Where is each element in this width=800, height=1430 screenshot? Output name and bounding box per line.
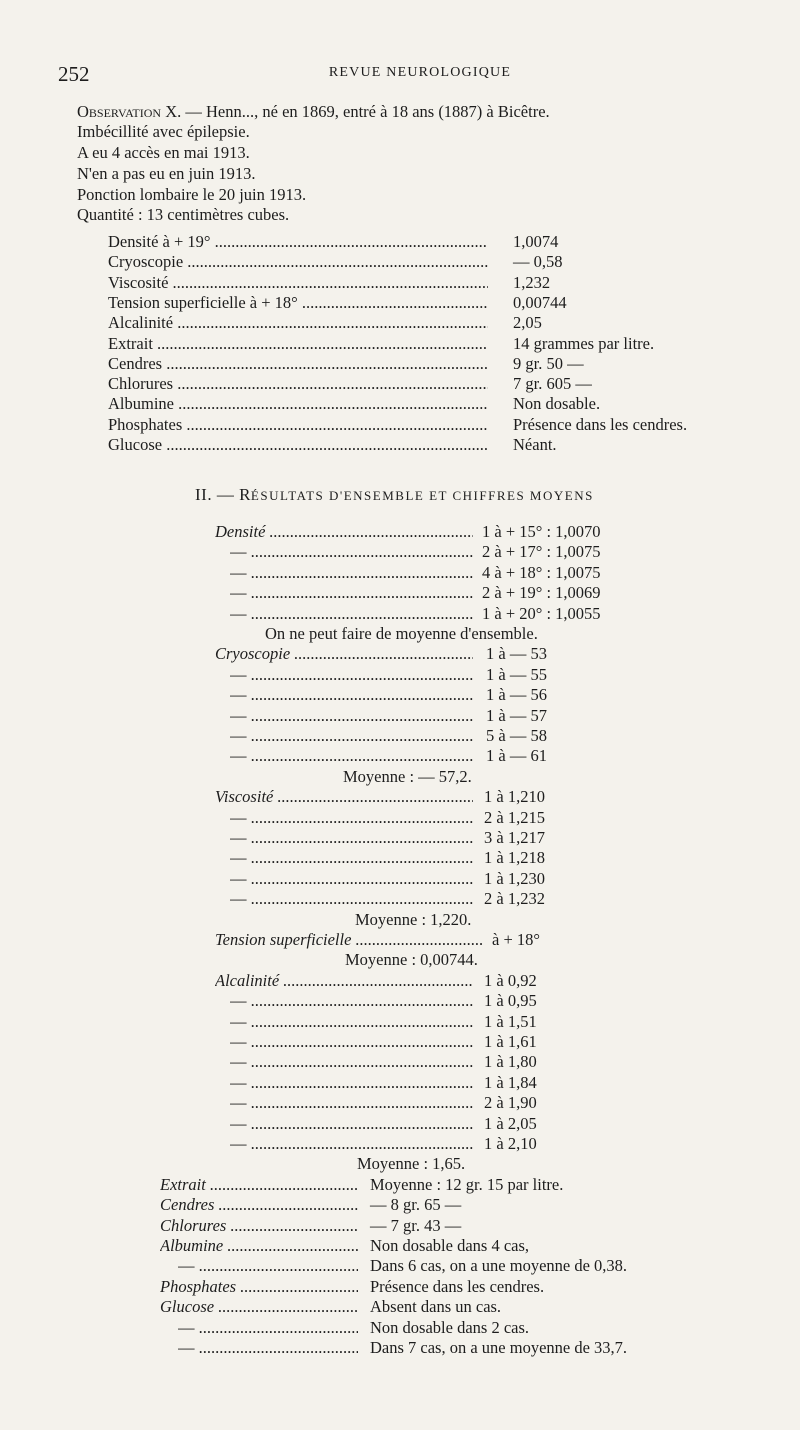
result-label: — ..... bbox=[230, 1114, 473, 1134]
table-label: Alcalinité ..... bbox=[108, 313, 488, 333]
result-value: 1 à 2,05 bbox=[484, 1113, 537, 1133]
result-value: 1 à + 15° : 1,0070 bbox=[482, 522, 601, 541]
table-value: — 0,58 bbox=[513, 252, 563, 272]
result-value: 2 à 1,90 bbox=[484, 1093, 537, 1113]
table-label: Chlorures ..... bbox=[108, 374, 488, 394]
table-value: 7 gr. 605 — bbox=[513, 374, 592, 394]
summary-label: — ..... bbox=[178, 1318, 358, 1338]
result-mean: Moyenne : — 57,2. bbox=[343, 766, 472, 786]
result-value: 1 à 1,80 bbox=[484, 1052, 537, 1072]
page-header bbox=[0, 62, 800, 86]
summary-value: Absent dans un cas. bbox=[370, 1297, 502, 1317]
table-value: 9 gr. 50 — bbox=[513, 353, 584, 373]
section-dash: — bbox=[216, 485, 235, 504]
summary-label: Extrait ..... bbox=[160, 1175, 358, 1195]
result-value: 1 à — 57 bbox=[486, 705, 547, 725]
table-value: 14 grammes par litre. bbox=[513, 333, 655, 353]
table-value: 0,00744 bbox=[513, 292, 567, 312]
result-value: 1 à 1,218 bbox=[484, 848, 545, 868]
result-label: — ..... bbox=[230, 665, 473, 685]
table-value: Néant. bbox=[513, 435, 557, 454]
result-value: 1 à 2,10 bbox=[484, 1134, 537, 1153]
result-label: — ..... bbox=[230, 1052, 473, 1072]
table-label: Glucose ..... bbox=[108, 435, 488, 455]
result-label: — ..... bbox=[230, 869, 473, 889]
result-value: 2 à + 19° : 1,0069 bbox=[482, 583, 601, 603]
result-label: — ..... bbox=[230, 604, 473, 624]
observation-intro bbox=[77, 102, 550, 122]
section-heading bbox=[195, 485, 594, 505]
summary-value: Dans 6 cas, on a une moyenne de 0,38. bbox=[370, 1256, 628, 1276]
result-label: Tension superficielle ..... bbox=[215, 930, 483, 950]
result-value: 2 à + 17° : 1,0075 bbox=[482, 542, 601, 562]
result-label: — ..... bbox=[230, 542, 473, 562]
observation-line: Imbécillité avec épilepsie. bbox=[77, 122, 250, 141]
summary-label: Chlorures ..... bbox=[160, 1216, 358, 1236]
section-number: II. bbox=[195, 485, 213, 504]
observation-line: X. — Henn..., né en 1869, entré à 18 ans (1887) à Bicêtre. bbox=[165, 102, 550, 121]
summary-label: Cendres ..... bbox=[160, 1195, 358, 1215]
result-value: 1 à 1,84 bbox=[484, 1072, 537, 1092]
table-value: Présence dans les cendres. bbox=[513, 414, 688, 434]
result-value: 4 à + 18° : 1,0075 bbox=[482, 562, 601, 582]
table-value: 1,232 bbox=[513, 272, 551, 292]
result-value: 1 à — 56 bbox=[486, 685, 547, 705]
table-label: Albumine ..... bbox=[108, 394, 488, 414]
result-label: — ..... bbox=[230, 991, 473, 1011]
result-value: 1 à — 61 bbox=[486, 746, 547, 766]
summary-label: Phosphates ..... bbox=[160, 1277, 358, 1297]
result-value: 2 à 1,232 bbox=[484, 889, 545, 909]
result-value: 1 à 1,61 bbox=[484, 1032, 537, 1051]
result-label: — ..... bbox=[230, 1134, 473, 1154]
observation-line: A eu 4 accès en mai 1913. bbox=[77, 143, 250, 162]
section-title-initial: R bbox=[239, 485, 251, 504]
result-label: — ..... bbox=[230, 563, 473, 583]
result-value: 1 à 1,230 bbox=[484, 868, 545, 888]
table-label: Extrait ..... bbox=[108, 334, 488, 354]
table-label: Cryoscopie ..... bbox=[108, 252, 488, 272]
table-label: Viscosité ..... bbox=[108, 273, 488, 293]
observation-line: Quantité : 13 centimètres cubes. bbox=[77, 205, 290, 224]
section-title: ÉSULTATS D'ENSEMBLE ET CHIFFRES MOYENS bbox=[250, 488, 594, 503]
table-label: Phosphates ..... bbox=[108, 415, 488, 435]
result-value: 1 à — 53 bbox=[486, 644, 547, 664]
result-label: — ..... bbox=[230, 583, 473, 603]
summary-label: — ..... bbox=[178, 1338, 358, 1358]
result-note: On ne peut faire de moyenne d'ensemble. bbox=[265, 624, 538, 643]
result-label: — ..... bbox=[230, 726, 473, 746]
page-number: 252 bbox=[58, 62, 90, 86]
summary-label: Glucose ..... bbox=[160, 1297, 358, 1317]
result-label: Densité ..... bbox=[215, 522, 473, 542]
result-label: — ..... bbox=[230, 889, 473, 909]
table-value: 2,05 bbox=[513, 313, 542, 333]
table-value: Non dosable. bbox=[513, 394, 601, 414]
result-label: — ..... bbox=[230, 1093, 473, 1113]
summary-value: Présence dans les cendres. bbox=[370, 1276, 545, 1296]
summary-value: Non dosable dans 2 cas. bbox=[370, 1317, 530, 1337]
result-label: — ..... bbox=[230, 1073, 473, 1093]
result-mean: Moyenne : 1,220. bbox=[355, 909, 472, 929]
summary-value: — 8 gr. 65 — bbox=[370, 1195, 462, 1215]
running-head: REVUE NEUROLOGIQUE bbox=[328, 65, 512, 80]
result-label: — ..... bbox=[230, 685, 473, 705]
observation-lead: Observation bbox=[77, 102, 162, 121]
result-label: — ..... bbox=[230, 828, 473, 848]
result-value: 5 à — 58 bbox=[486, 726, 547, 745]
result-mean: Moyenne : 1,65. bbox=[357, 1154, 466, 1174]
summary-value: Non dosable dans 4 cas, bbox=[370, 1236, 530, 1255]
result-mean: Moyenne : 0,00744. bbox=[345, 950, 478, 970]
result-value: 1 à + 20° : 1,0055 bbox=[482, 603, 601, 623]
result-label: Viscosité ..... bbox=[215, 787, 473, 807]
observation-line: Ponction lombaire le 20 juin 1913. bbox=[77, 185, 307, 204]
result-label: — ..... bbox=[230, 808, 473, 828]
result-value: à + 18° bbox=[492, 930, 540, 949]
summary-value: Dans 7 cas, on a une moyenne de 33,7. bbox=[370, 1338, 628, 1357]
summary-label: Albumine ..... bbox=[160, 1236, 358, 1256]
result-label: — ..... bbox=[230, 746, 473, 766]
summary-label: — ..... bbox=[178, 1256, 358, 1276]
result-value: 1 à — 55 bbox=[486, 664, 547, 684]
table-label: Densité à + 19° ..... bbox=[108, 232, 488, 252]
result-value: 1 à 1,51 bbox=[484, 1011, 537, 1031]
table-label: Cendres ..... bbox=[108, 354, 488, 374]
result-value: 3 à 1,217 bbox=[484, 828, 545, 847]
summary-value: Moyenne : 12 gr. 15 par litre. bbox=[370, 1174, 564, 1194]
table-label: Tension superficielle à + 18° ..... bbox=[108, 293, 488, 313]
observation-line: N'en a pas eu en juin 1913. bbox=[77, 164, 256, 183]
result-value: 1 à 0,95 bbox=[484, 991, 537, 1011]
result-label: — ..... bbox=[230, 848, 473, 868]
result-value: 2 à 1,215 bbox=[484, 807, 545, 827]
result-label: — ..... bbox=[230, 1012, 473, 1032]
result-label: Cryoscopie ..... bbox=[215, 644, 473, 664]
result-label: — ..... bbox=[230, 706, 473, 726]
result-value: 1 à 0,92 bbox=[484, 970, 537, 990]
result-value: 1 à 1,210 bbox=[484, 787, 545, 807]
result-label: — ..... bbox=[230, 1032, 473, 1052]
result-label: Alcalinité ..... bbox=[215, 971, 473, 991]
summary-value: — 7 gr. 43 — bbox=[370, 1215, 462, 1235]
table-value: 1,0074 bbox=[513, 232, 559, 251]
